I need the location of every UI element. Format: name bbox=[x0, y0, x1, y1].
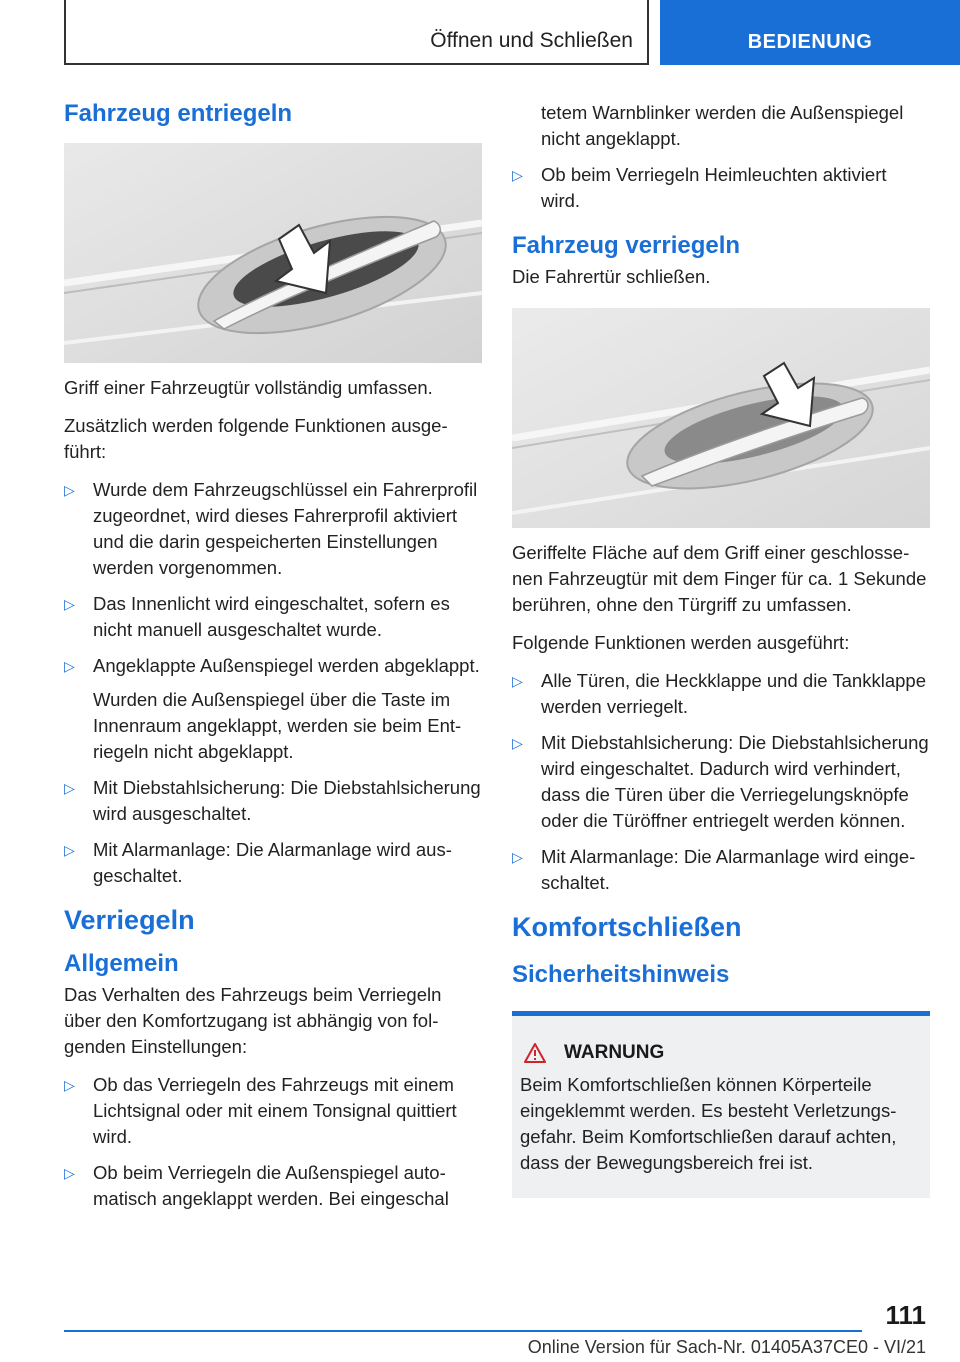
chapter-title: BEDIENUNG bbox=[747, 31, 873, 53]
warning-text: Beim Komfortschließen können Körperteile eingeklemmt werden. Es besteht Verletzungsgefahr. Beim Komfortschließen darauf achten, dass der Bewegungsbereich frei ist. bbox=[520, 1074, 897, 1173]
general-text: Das Verhalten des Fahrzeugs beim Verriegeln über den Komfortzugang ist abhängig von folgenden Einstellungen: bbox=[64, 983, 442, 1057]
lock-instruction: Die Fahrertür schließen. bbox=[512, 266, 711, 287]
warning-title: WARNUNG bbox=[564, 1042, 665, 1063]
triangle-right-icon: ▷ bbox=[64, 779, 75, 796]
heading-safety-note: Sicherheitshinweis bbox=[512, 961, 730, 988]
list-item: ▷ Wurde dem Fahrzeugschlüssel ein Fahrerprofil zugeordnet, wird dieses Fahrerprofil aktiviert und die darin gespeicherten Einstellungen werden vorgenommen. bbox=[64, 478, 478, 578]
continued-settings-list bbox=[512, 100, 930, 214]
caption-touch-handle: Geriffelte Fläche auf dem Griff einer geschlossenen Fahrzeugtür mit dem Finger für ca. 1 Sekunde berühren, ohne den Türgriff zu umfassen. bbox=[512, 542, 927, 615]
list-item: ▷ Mit Diebstahlsicherung: Die Diebstahlsicherung wird eingeschaltet. Dadurch wird verhindert, dass die Türen über die Verriegelungsknöpfe oder die Türöffner entriegelt werden können. bbox=[512, 732, 929, 831]
triangle-right-icon: ▷ bbox=[64, 595, 75, 612]
left-column bbox=[64, 100, 482, 1228]
list-item: ▷ Mit Alarmanlage: Die Alarmanlage wird eingeschaltet. bbox=[512, 846, 916, 893]
lock-function-list bbox=[512, 668, 930, 896]
intro-functions: Zusätzlich werden folgende Funktionen ausgeführt: bbox=[64, 414, 448, 462]
page-footer bbox=[0, 1290, 960, 1362]
page-header bbox=[0, 0, 960, 66]
triangle-right-icon: ▷ bbox=[64, 657, 75, 674]
triangle-right-icon: ▷ bbox=[512, 167, 523, 183]
footer-divider bbox=[64, 1330, 862, 1332]
list-item-continuation: Wurden die Außenspiegel über die Taste im Innenraum angeklappt, werden sie beim Entriegeln nicht abgeklappt. bbox=[93, 688, 462, 762]
triangle-right-icon: ▷ bbox=[512, 735, 523, 751]
heading-general: Allgemein bbox=[64, 949, 179, 977]
right-column bbox=[512, 100, 930, 1198]
list-item: ▷ Ob das Verriegeln des Fahrzeugs mit einem Lichtsignal oder mit einem Tonsignal quittiert wird. bbox=[64, 1073, 457, 1147]
list-item: ▷ Angeklappte Außenspiegel werden abgeklappt. Wurden die Außenspiegel über die Taste im Innenraum angeklappt, werden sie beim Entriegeln nicht abgeklappt. bbox=[64, 653, 482, 765]
functions-intro: Folgende Funktionen werden ausgeführt: bbox=[512, 632, 850, 653]
general-settings-list bbox=[64, 1072, 482, 1212]
list-item: ▷ Mit Alarmanlage: Die Alarmanlage wird ausgeschaltet. bbox=[64, 838, 452, 886]
triangle-right-icon: ▷ bbox=[512, 849, 523, 865]
heading-unlock-vehicle: Fahrzeug entriegeln bbox=[64, 100, 293, 127]
door-handle-touch-image bbox=[512, 308, 930, 528]
list-item: ▷ Alle Türen, die Heckklappe und die Tankklappe werden verriegelt. bbox=[512, 670, 926, 717]
warning-triangle-icon bbox=[524, 1043, 546, 1063]
unlock-function-list bbox=[64, 477, 482, 889]
door-handle-grip-image bbox=[64, 143, 482, 363]
footer-version-text: Online Version für Sach-Nr. 01405A37CE0 - VI/21 bbox=[527, 1337, 926, 1357]
triangle-right-icon: ▷ bbox=[64, 1076, 75, 1093]
list-item: ▷ Das Innenlicht wird eingeschaltet, sofern es nicht manuell ausgeschaltet wurde. bbox=[64, 592, 450, 640]
list-item: ▷ Ob beim Verriegeln die Außenspiegel automatisch angeklappt werden. Bei eingeschal bbox=[64, 1161, 449, 1209]
page-number: 111 bbox=[885, 1300, 926, 1330]
heading-comfort-closing: Komfortschließen bbox=[512, 912, 742, 942]
triangle-right-icon: ▷ bbox=[64, 841, 75, 858]
warning-box bbox=[512, 1011, 930, 1198]
triangle-right-icon: ▷ bbox=[64, 1164, 75, 1181]
caption-grip-handle: Griff einer Fahrzeugtür vollständig umfassen. bbox=[64, 376, 433, 398]
warning-header bbox=[520, 1042, 922, 1064]
list-item: ▷ Mit Diebstahlsicherung: Die Diebstahlsicherung wird ausgeschaltet. bbox=[64, 776, 481, 824]
chapter-tab bbox=[660, 0, 960, 65]
heading-lock-vehicle: Fahrzeug verriegeln bbox=[512, 232, 741, 259]
section-title: Öffnen und Schließen bbox=[430, 29, 633, 52]
heading-lock: Verriegeln bbox=[64, 904, 195, 935]
list-item-continuation: tetem Warnblinker werden die Außenspiegel nicht angeklappt. bbox=[541, 102, 904, 149]
triangle-right-icon: ▷ bbox=[512, 673, 523, 689]
list-item: ▷ Ob beim Verriegeln Heimleuchten aktiviert wird. bbox=[512, 164, 887, 211]
section-tab bbox=[64, 0, 649, 65]
triangle-right-icon: ▷ bbox=[64, 481, 75, 498]
